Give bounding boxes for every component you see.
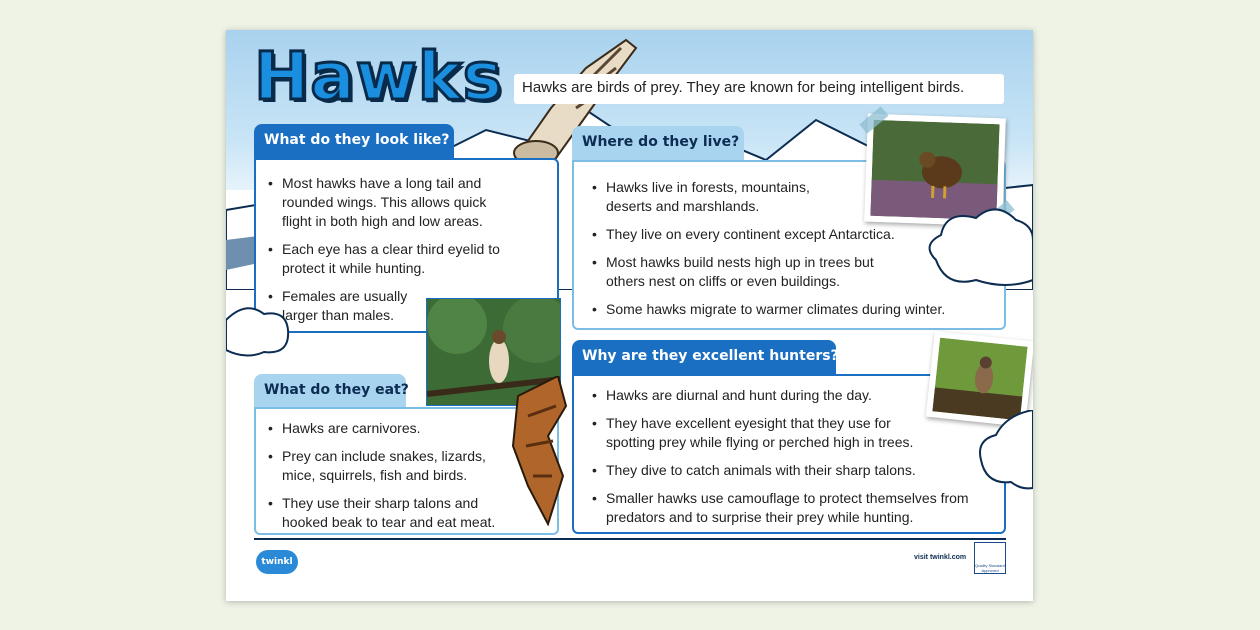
heading-live: Where do they live?: [572, 126, 744, 160]
visit-link[interactable]: visit twinkl.com: [914, 554, 967, 561]
fact-sheet: [226, 30, 1033, 601]
diving-hawk-illustration: [508, 376, 570, 526]
cloud-right-bottom: [976, 410, 1033, 490]
footer-divider: [254, 538, 1006, 540]
fact-hunters-3: • They dive to catch animals with their sharp talons.: [592, 461, 997, 480]
heading-hunters: Why are they excellent hunters?: [572, 340, 836, 374]
cloud-left: [226, 300, 290, 360]
quality-badge: Quality Standard Approved: [974, 542, 1006, 574]
cloud-right-top: [916, 200, 1033, 290]
heading-eat: What do they eat?: [254, 374, 406, 408]
fact-eat-2: • Prey can include snakes, lizards, mice, squirrels, fish and birds.: [268, 447, 508, 485]
page-title: Hawks: [254, 38, 503, 115]
heading-look: What do they look like?: [254, 124, 454, 158]
fact-live-3: • Most hawks build nests high up in trees but others nest on cliffs or even buildings.: [592, 253, 902, 291]
fact-live-1: • Hawks live in forests, mountains, deserts and marshlands.: [592, 178, 832, 216]
fact-hunters-1: • Hawks are diurnal and hunt during the day.: [592, 386, 997, 405]
twinkl-logo[interactable]: twinkl: [256, 550, 298, 574]
log-hawk-image: [932, 338, 1027, 421]
fact-hunters-4: • Smaller hawks use camouflage to protect themselves from predators and to surprise their prey while hunting.: [592, 489, 997, 527]
fact-live-4: • Some hawks migrate to warmer climates during winter.: [592, 300, 1002, 319]
intro-text: Hawks are birds of prey. They are known for being intelligent birds.: [514, 74, 1004, 104]
fact-live-2: • They live on every continent except Antarctica.: [592, 225, 1002, 244]
fact-eat-1: • Hawks are carnivores.: [268, 419, 508, 438]
fact-look-1: • Most hawks have a long tail and rounded wings. This allows quick flight in both high and low areas.: [268, 174, 518, 231]
fact-look-3: • Females are usually larger than males.: [268, 287, 418, 325]
fact-hunters-2: • They have excellent eyesight that they use for spotting prey while flying or perched high in trees.: [592, 414, 932, 452]
fact-look-2: • Each eye has a clear third eyelid to protect it while hunting.: [268, 240, 518, 278]
fact-eat-3: • They use their sharp talons and hooked beak to tear and eat meat.: [268, 494, 508, 532]
